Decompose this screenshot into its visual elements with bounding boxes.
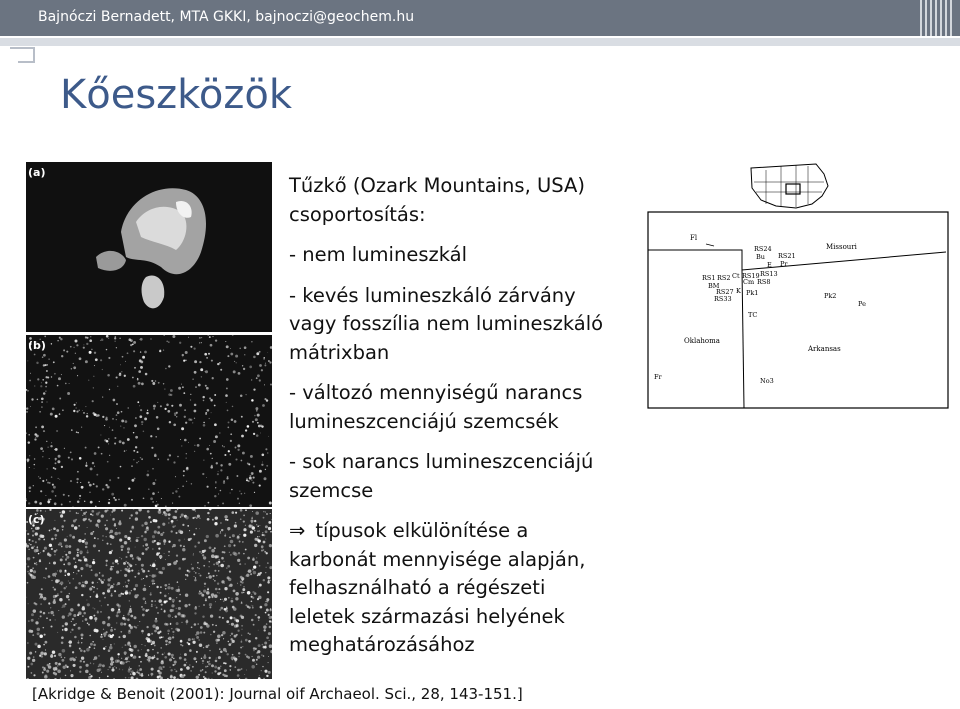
- text-line: - nem lumineszkál: [289, 243, 468, 266]
- map-site-label: RS1: [702, 274, 716, 282]
- map-site-label: Pk2: [824, 292, 837, 300]
- text-line: leletek származási helyének: [289, 604, 565, 628]
- map-state-label: Arkansas: [808, 345, 841, 353]
- header-stripe: [920, 0, 922, 36]
- header-bar: [0, 0, 960, 36]
- text-line: vagy fosszília nem lumineszkáló: [289, 312, 604, 335]
- map-site-label: BM: [708, 282, 720, 290]
- photo-panel-a: [26, 162, 272, 332]
- text-line: meghatározásához: [289, 633, 475, 656]
- header-stripe: [940, 0, 942, 36]
- map-site-label: RS8: [757, 278, 771, 286]
- map-state-label: Oklahoma: [684, 337, 720, 345]
- map-site-label: RS21: [778, 252, 796, 260]
- site-map: [646, 160, 950, 412]
- header-stripe: [930, 0, 932, 36]
- photo-panel-b: [26, 335, 272, 507]
- map-site-label: Ct: [732, 272, 740, 280]
- citation: [Akridge & Benoit (2001): Journal oif Archaeol. Sci., 28, 143-151.]: [32, 685, 523, 703]
- photo-b-image: [26, 335, 272, 507]
- header-stripe: [925, 0, 927, 36]
- implies-arrow-icon: ⇒: [289, 519, 306, 542]
- map-site-label: RS27: [716, 288, 734, 296]
- map-site-label: RS19: [742, 272, 760, 280]
- text-line: - kevés lumineszkáló zárvány: [289, 283, 576, 307]
- photo-b-label: (b): [28, 339, 46, 352]
- map-site-label: RS33: [714, 295, 732, 303]
- text-line: mátrixban: [289, 340, 390, 364]
- map-state-label: Missouri: [826, 243, 857, 251]
- map-site-label: Pk1: [746, 289, 759, 297]
- text-line: szemcse: [289, 478, 374, 502]
- text-line: - változó mennyiségű narancs: [289, 381, 583, 404]
- map-site-label: Bu: [756, 253, 765, 261]
- map-site-label: Fr: [654, 373, 662, 381]
- header-stripe: [950, 0, 952, 36]
- photo-panel-c: [26, 509, 272, 679]
- map-site-label: RS24: [754, 245, 772, 253]
- text-line-arrow: ⇒ típusok elkülönítése a: [289, 519, 529, 542]
- text-line: csoportosítás:: [289, 202, 426, 226]
- text-line: felhasználható a régészeti: [289, 576, 546, 599]
- map-site-label: Fl: [690, 234, 698, 242]
- author-line: Bajnóczi Bernadett, MTA GKKI, bajnoczi@geochem.hu: [38, 9, 415, 25]
- slide-body: [289, 172, 629, 660]
- photo-c-label: (c): [28, 513, 45, 526]
- photo-a-label: (a): [28, 166, 46, 179]
- text-line: Tűzkő (Ozark Mountains, USA): [289, 174, 585, 197]
- text-line: karbonát mennyisége alapján,: [289, 547, 586, 571]
- title-ornament-icon: [8, 46, 38, 66]
- photo-c-image: [26, 509, 272, 679]
- slide-title: Kőeszközök: [60, 72, 292, 118]
- map-site-label: RS2: [717, 274, 731, 282]
- map-site-label: TC: [748, 311, 758, 319]
- header-divider: [0, 38, 960, 46]
- map-site-label: RS13: [760, 270, 778, 278]
- map-site-label: E: [767, 261, 772, 269]
- header-stripe: [935, 0, 937, 36]
- text-line: lumineszcenciájú szemcsék: [289, 409, 559, 433]
- map-site-label: No3: [760, 377, 774, 385]
- text-line: - sok narancs lumineszcenciájú: [289, 450, 594, 473]
- usa-inset-map: [751, 164, 828, 208]
- map-site-label: K: [736, 287, 741, 295]
- header-stripe: [945, 0, 947, 36]
- photo-a-image: [26, 162, 272, 332]
- map-site-label: Cm: [743, 278, 755, 286]
- map-site-label: Pr: [780, 260, 788, 268]
- map-site-label: Pe: [858, 300, 866, 308]
